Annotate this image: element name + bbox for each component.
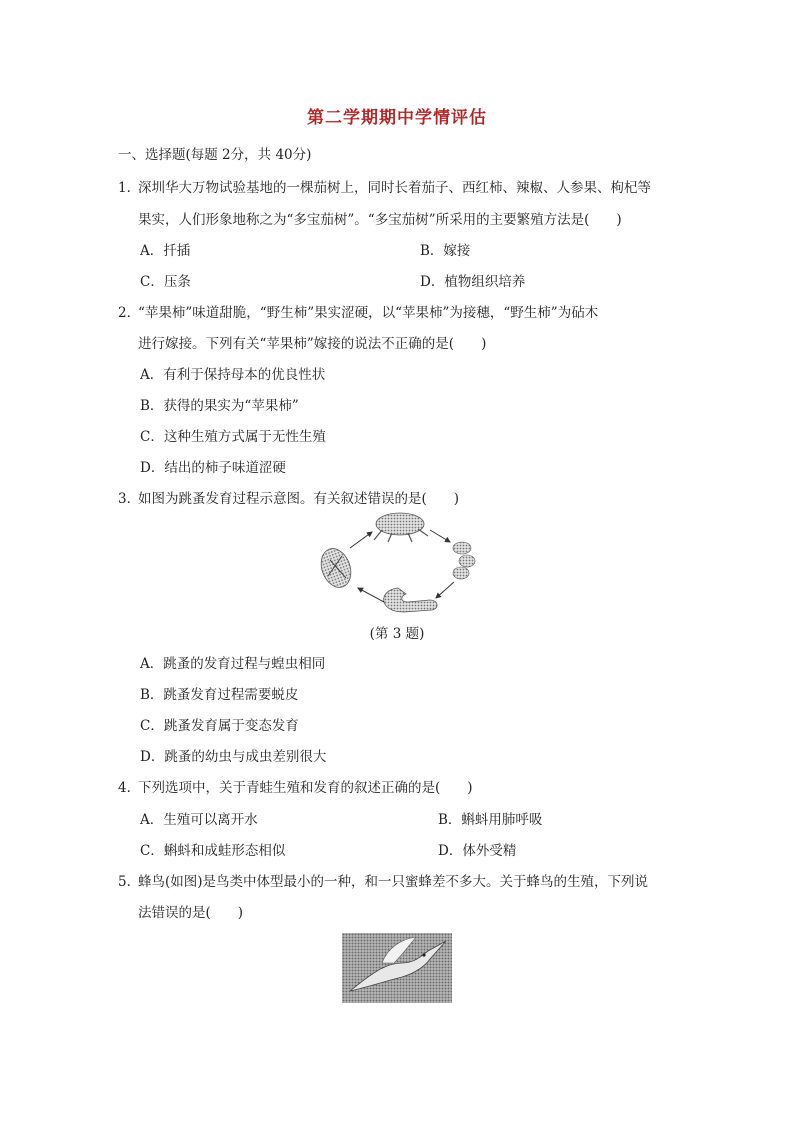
- q3-option-c[interactable]: C．跳蚤发育属于变态发育: [140, 718, 299, 734]
- arrow-adult-to-eggs: [430, 530, 450, 542]
- q5-stem-line2: 法错误的是( ): [138, 905, 244, 921]
- q3-option-a[interactable]: A．跳蚤的发育过程与蝗虫相同: [140, 656, 326, 672]
- q2-stem-line1: “苹果柿”味道甜脆，“野生柿”果实涩硬，以“苹果柿”为接穗，“野生柿”为砧木: [138, 305, 599, 321]
- q3-number: 3．: [118, 491, 141, 507]
- arrow-larva-to-pupa: [358, 588, 384, 602]
- q1-option-d[interactable]: D．植物组织培养: [420, 274, 526, 290]
- q4-stem-line1: 下列选项中，关于青蛙生殖和发育的叙述正确的是( ): [138, 780, 473, 796]
- q2-option-d[interactable]: D．结出的柿子味道涩硬: [140, 460, 286, 476]
- flea-eggs-icon: [453, 542, 475, 579]
- q3-option-b[interactable]: B．跳蚤发育过程需要蜕皮: [140, 687, 299, 703]
- q2-number: 2．: [118, 305, 141, 321]
- q4-option-b[interactable]: B．蝌蚪用肺呼吸: [438, 812, 543, 828]
- arrow-pupa-to-adult: [350, 532, 372, 548]
- q5-stem-line1: 蜂鸟(如图)是鸟类中体型最小的一种，和一只蜜蜂差不多大。关于蜂鸟的生殖，下列说: [138, 874, 649, 890]
- q1-option-b[interactable]: B．嫁接: [420, 243, 471, 259]
- q2-option-a[interactable]: A．有利于保持母本的优良性状: [140, 367, 326, 383]
- q3-option-d[interactable]: D．跳蚤的幼虫与成虫差别很大: [140, 749, 327, 765]
- adult-flea-icon: [374, 513, 428, 542]
- flea-life-cycle-figure: [312, 508, 488, 620]
- q1-option-c[interactable]: C．压条: [140, 274, 191, 290]
- flea-larva-icon: [384, 588, 437, 612]
- hummingbird-photo: [342, 933, 452, 1003]
- q1-stem-line1: 深圳华大万物试验基地的一棵茄树上，同时长着茄子、西红柿、辣椒、人参果、枸杞等: [138, 180, 651, 196]
- q4-number: 4．: [118, 780, 141, 796]
- section-heading: 一、选择题(每题 2分，共 40分): [118, 147, 312, 163]
- q3-stem-line1: 如图为跳蚤发育过程示意图。有关叙述错误的是( ): [138, 491, 460, 507]
- q3-figure-caption: (第 3 题): [369, 626, 425, 642]
- q5-number: 5．: [118, 874, 141, 890]
- q4-option-d[interactable]: D．体外受精: [438, 843, 517, 859]
- q4-option-c[interactable]: C．蝌蚪和成蛙形态相似: [140, 843, 286, 859]
- page-title: 第二学期期中学情评估: [307, 108, 487, 128]
- q1-number: 1．: [118, 180, 141, 196]
- q2-option-b[interactable]: B．获得的果实为“苹果柿”: [140, 398, 299, 414]
- flea-pupa-icon: [316, 544, 356, 591]
- q4-option-a[interactable]: A．生殖可以离开水: [140, 812, 258, 828]
- q1-stem-line2: 果实，人们形象地称之为“多宝茄树”。“多宝茄树”所采用的主要繁殖方法是( ): [138, 212, 622, 228]
- q2-option-c[interactable]: C．这种生殖方式属于无性生殖: [140, 429, 326, 445]
- q2-stem-line2: 进行嫁接。下列有关“苹果柿”嫁接的说法不正确的是( ): [138, 336, 487, 352]
- arrow-eggs-to-larva: [436, 582, 454, 598]
- q1-option-a[interactable]: A．扦插: [140, 243, 191, 259]
